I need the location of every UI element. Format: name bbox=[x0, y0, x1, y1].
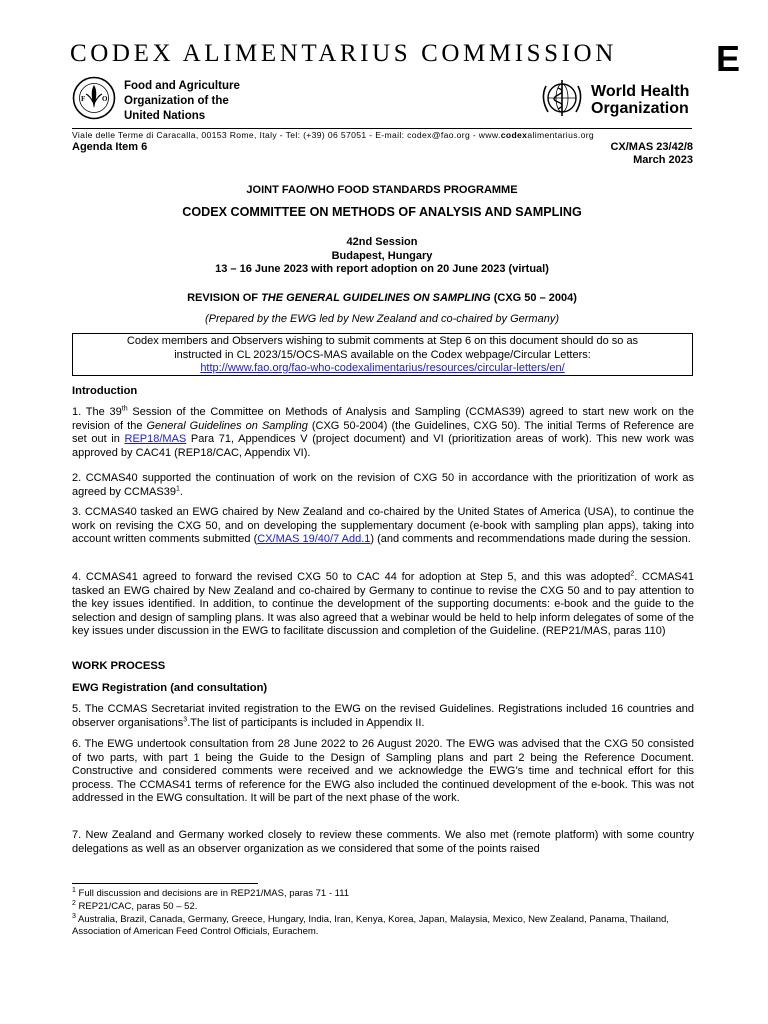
footnote-ref-3[interactable]: 3 bbox=[183, 715, 188, 723]
address-line bbox=[72, 128, 692, 140]
agenda-item: Agenda Item 6 bbox=[72, 141, 148, 153]
fao-name bbox=[124, 79, 240, 124]
para-text: . bbox=[179, 485, 183, 498]
para-text: 3. CCMAS40 tasked an EWG chaired by New Zealand and co-chaired by the United States of America (USA), to continue the work on revising the CXG 50, and on developing the supplementary document (e-book with sampling plan apps), taking into account written comments submitted ( bbox=[72, 506, 694, 546]
who-name-line: Organization bbox=[591, 100, 689, 117]
para-text: 1. The 39 bbox=[72, 406, 122, 418]
rep18-mas-link[interactable]: REP18/MAS bbox=[124, 433, 187, 446]
footnote-text: Australia, Brazil, Canada, Germany, Greece, Hungary, India, Iran, Kenya, Korea, Japan, Malaysia, Mexico, New Zealand, Panama, Thailand, Association of American Feed Control Officials, Eurachem. bbox=[72, 914, 669, 937]
who-name-line: World Health bbox=[591, 83, 690, 100]
paragraph-5 bbox=[72, 703, 694, 730]
para-text: .The list of participants is included in Appendix II. bbox=[187, 716, 425, 729]
footnote-ref-1[interactable]: 1 bbox=[175, 484, 180, 492]
paragraph-1 bbox=[72, 406, 694, 460]
svg-text:F: F bbox=[81, 95, 86, 103]
para-text: Para 71, Appendices V (project document) and VI (prioritization areas of work). This new work was approved by CAC41 (REP18/CAC, Appendix VI). bbox=[72, 433, 695, 459]
committee-title: CODEX COMMITTEE ON METHODS OF ANALYSIS AND SAMPLING bbox=[182, 205, 582, 219]
who-logo-icon bbox=[537, 76, 587, 122]
revision-title bbox=[72, 292, 692, 304]
footnote-text: REP21/CAC, paras 50 – 52. bbox=[75, 901, 198, 912]
section-work-process: WORK PROCESS bbox=[72, 660, 166, 672]
footnote-divider bbox=[72, 883, 258, 884]
address-text: Viale delle Terme di Caracalla, 00153 Rome, Italy - Tel: (+39) 06 57051 - E-mail: codex@fao.org - www. bbox=[72, 130, 501, 140]
footnote-2 bbox=[72, 901, 672, 913]
footnote-1 bbox=[72, 888, 672, 900]
para-text: 5. The CCMAS Secretariat invited registration to the EWG on the revised Guidelines. Registrations included 16 countries and observer organisations bbox=[72, 703, 694, 729]
who-name bbox=[591, 83, 689, 117]
document-meta bbox=[520, 141, 693, 167]
paragraph-6: 6. The EWG undertook consultation from 28 June 2022 to 26 August 2020. The EWG was advised that the CXG 50 consisted of two parts, with part 1 being the Guide to the Design of Sampling plans and part 2 being the Reference Document. Constructive and considered comments were received and we acknowledge the EWG’s time and technical effort for this process. The CCMAS41 terms of reference for the EWG also included the continued development of the e-book. This was not addressed in the EWG consultation. It will be part of the next phase of the work. bbox=[72, 738, 694, 805]
paragraph-3 bbox=[72, 506, 694, 547]
para-text: Session of the Committee on Methods of Analysis and Sampling (CCMAS39) agreed to start new work on the revision of the bbox=[72, 406, 694, 432]
para-text: 2. CCMAS40 supported the continuation of work on the revision of CXG 50 in accordance with the prioritization of work as agreed by CCMAS39 bbox=[72, 472, 694, 498]
fao-name-line: Organization of the bbox=[124, 95, 229, 107]
revision-guideline: THE GENERAL GUIDELINES ON SAMPLING bbox=[261, 292, 491, 304]
footnote-3 bbox=[72, 914, 672, 938]
revision-suffix: (CXG 50 – 2004) bbox=[490, 292, 577, 304]
svg-text:O: O bbox=[102, 95, 108, 103]
para-text: . CCMAS41 tasked an EWG chaired by New Zealand and co-chaired by Germany to continue to revise the CXG 50 and to pay attention to the key issues identified. In addition, to continue the development of the supporting documents: e-book and the guide to the selection and design of sampling plans. It was also agreed that a webinar would be held to help inform delegates of some of the key issues under discussion in the EWG to facilitate discussion and completion of the Guideline. (REP21/MAS, paras 110) bbox=[72, 571, 694, 638]
section-introduction: Introduction bbox=[72, 385, 138, 397]
fao-name-line: Food and Agriculture bbox=[124, 80, 240, 92]
notice-line: instructed in CL 2023/15/OCS-MAS available on the Codex webpage/Circular Letters: bbox=[174, 348, 591, 361]
session-place: Budapest, Hungary bbox=[331, 249, 433, 262]
comment-notice-box bbox=[72, 333, 693, 376]
address-bold: codex bbox=[500, 130, 528, 140]
document-date: March 2023 bbox=[633, 154, 693, 166]
programme-title: JOINT FAO/WHO FOOD STANDARDS PROGRAMME bbox=[246, 184, 518, 196]
circular-letters-link[interactable]: http://www.fao.org/fao-who-codexalimentarius/resources/circular-letters/en/ bbox=[200, 362, 565, 374]
footnote-text: Full discussion and decisions are in REP21/MAS, paras 71 - 111 bbox=[75, 888, 350, 899]
footnote-number: 1 bbox=[72, 886, 76, 894]
session-dates: 13 – 16 June 2023 with report adoption on 20 June 2023 (virtual) bbox=[215, 263, 549, 275]
footnote-ref-2[interactable]: 2 bbox=[630, 570, 635, 578]
section-ewg-registration: EWG Registration (and consultation) bbox=[72, 682, 268, 694]
notice-line: Codex members and Observers wishing to submit comments at Step 6 on this document should do so as bbox=[126, 335, 639, 347]
fao-logo-icon bbox=[72, 76, 116, 120]
paragraph-2 bbox=[72, 472, 694, 499]
footnote-number: 2 bbox=[72, 899, 76, 907]
prepared-by: (Prepared by the EWG led by New Zealand and co-chaired by Germany) bbox=[205, 313, 559, 325]
paragraph-4 bbox=[72, 571, 694, 639]
language-code: E bbox=[716, 38, 741, 79]
para-text: (CXG 50-2004) (the Guidelines, CXG 50). The initial Terms of Reference are set out in bbox=[72, 419, 694, 446]
para-text: 4. CCMAS41 agreed to forward the revised CXG 50 to CAC 44 for adoption at Step 5, and this was adopted bbox=[72, 571, 631, 583]
address-domain: alimentarius.org bbox=[527, 130, 595, 140]
para-emphasis: General Guidelines on Sampling bbox=[146, 419, 308, 432]
fao-name-line: United Nations bbox=[124, 110, 206, 122]
session-info bbox=[72, 236, 692, 277]
session-number: 42nd Session bbox=[346, 236, 418, 248]
footnote-number: 3 bbox=[72, 912, 76, 920]
revision-prefix: REVISION OF bbox=[187, 292, 262, 304]
commission-banner: CODEX ALIMENTARIUS COMMISSION bbox=[70, 40, 617, 67]
para-text: ) (and comments and recommendations made during the session. bbox=[370, 533, 691, 546]
cx-mas-19-40-7-link[interactable]: CX/MAS 19/40/7 Add.1 bbox=[257, 533, 371, 546]
paragraph-7: 7. New Zealand and Germany worked closely to review these comments. We also met (remote platform) with some country delegations as well as an observer organization as we considered that some of the points raised bbox=[72, 829, 694, 855]
superscript: th bbox=[121, 405, 128, 413]
document-ref: CX/MAS 23/42/8 bbox=[610, 141, 693, 153]
